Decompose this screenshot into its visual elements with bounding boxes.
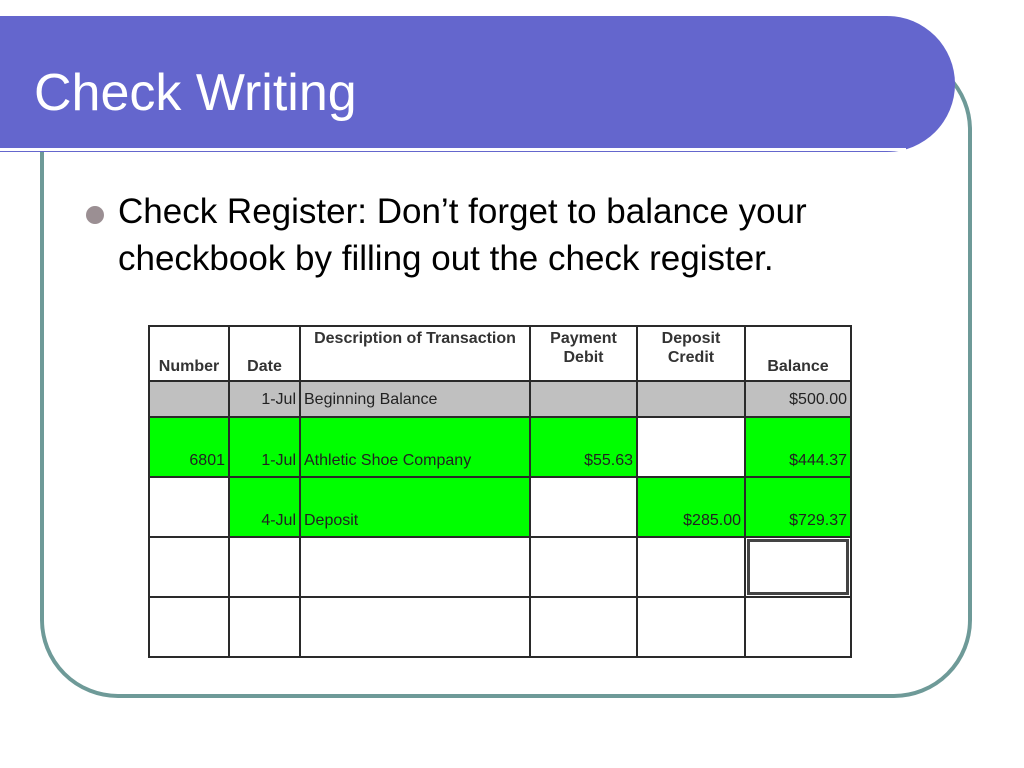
column-header-date: Date [229, 326, 300, 381]
bullet-text: Check Register: Don’t forget to balance your checkbook by filling out the check register. [118, 192, 807, 278]
slide-title: Check Writing [34, 64, 357, 122]
column-header-credit: Deposit Credit [637, 326, 745, 381]
title-underline [0, 148, 906, 151]
table-row [149, 477, 851, 537]
cell-number[interactable] [149, 597, 229, 657]
cell-date[interactable]: 1-Jul [229, 381, 300, 417]
cell-description[interactable]: Deposit [300, 477, 530, 537]
cell-credit[interactable] [637, 537, 745, 597]
column-header-balance: Balance [745, 326, 851, 381]
column-header-number: Number [149, 326, 229, 381]
column-header-debit: Payment Debit [530, 326, 637, 381]
cell-description[interactable]: Beginning Balance [300, 381, 530, 417]
cell-debit[interactable] [530, 597, 637, 657]
cell-date[interactable]: 4-Jul [229, 477, 300, 537]
cell-debit[interactable] [530, 381, 637, 417]
cell-balance-selected[interactable] [745, 537, 851, 597]
cell-description[interactable]: Athletic Shoe Company [300, 417, 530, 477]
cell-description[interactable] [300, 537, 530, 597]
title-banner [0, 16, 955, 152]
cell-date[interactable]: 1-Jul [229, 417, 300, 477]
cell-balance[interactable] [745, 597, 851, 657]
cell-credit[interactable] [637, 381, 745, 417]
check-register-table [148, 325, 852, 658]
cell-number[interactable] [149, 381, 229, 417]
cell-number[interactable]: 6801 [149, 417, 229, 477]
cell-description[interactable] [300, 597, 530, 657]
cell-credit[interactable] [637, 417, 745, 477]
cell-balance[interactable]: $729.37 [745, 477, 851, 537]
table-row [149, 381, 851, 417]
column-header-description: Description of Transaction [300, 326, 530, 381]
table-header-row [149, 326, 851, 381]
cell-debit[interactable] [530, 537, 637, 597]
table-row [149, 537, 851, 597]
cell-credit[interactable] [637, 597, 745, 657]
cell-balance[interactable]: $444.37 [745, 417, 851, 477]
cell-number[interactable] [149, 537, 229, 597]
bullet-dot-icon [86, 206, 104, 224]
table-row [149, 597, 851, 657]
cell-debit[interactable]: $55.63 [530, 417, 637, 477]
cell-date[interactable] [229, 597, 300, 657]
table-row [149, 417, 851, 477]
cell-debit[interactable] [530, 477, 637, 537]
cell-balance[interactable]: $500.00 [745, 381, 851, 417]
cell-number[interactable] [149, 477, 229, 537]
cell-date[interactable] [229, 537, 300, 597]
cell-credit[interactable]: $285.00 [637, 477, 745, 537]
